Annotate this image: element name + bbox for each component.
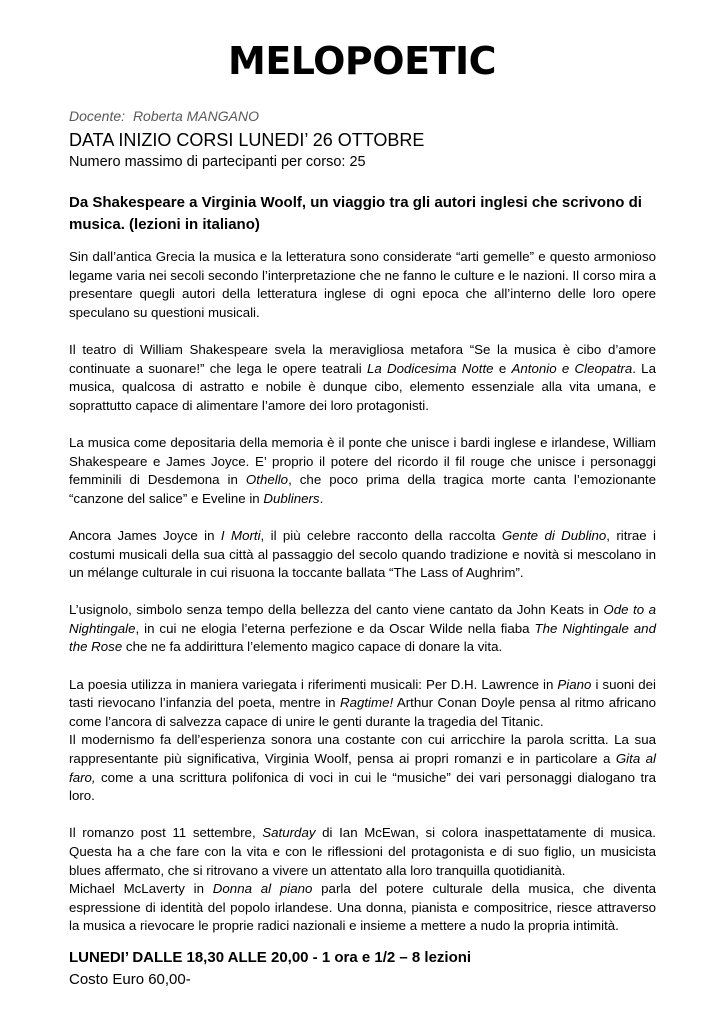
teacher-name: Roberta MANGANO	[132, 108, 259, 124]
text-run: . La musica, qualcosa di astratto e nobile è dunque cibo, elemento essenziale alla vita umana, e soprattutto capace di alimentare l’amore dei loro protagonisti.	[69, 360, 656, 413]
work-title: Saturday	[262, 825, 316, 841]
work-title: Dubliners	[263, 490, 320, 506]
teacher-line	[69, 106, 656, 126]
paragraph-shakespeare	[69, 341, 656, 415]
text-run: i suoni dei tasti rievocano l’infanzia del poeta, mentre in	[69, 676, 656, 711]
paragraph-memory	[69, 434, 656, 508]
text-run: , in cui ne elogia l’eterna perfezione e da Oscar Wilde nella fiaba	[135, 620, 535, 636]
text-run: e	[493, 360, 512, 376]
max-participants: Numero massimo di partecipanti per corso: 25	[69, 154, 366, 170]
text-run: Il romanzo post 11 settembre,	[69, 825, 263, 841]
work-title: Othello	[245, 472, 289, 488]
text-run: di Ian McEwan, si colora inaspettatamente di musica. Questa ha a che fare con la vita e con le riflessioni del protagonista e di suo figlio, un musicista blues affermato, che si ritrovano a vivere un attentato alla loro tranquilla quotidianità.	[69, 825, 657, 878]
schedule-line: LUNEDI’ DALLE 18,30 ALLE 20,00 - 1 ora e 1/2 – 8 lezioni	[69, 948, 472, 966]
work-title: Donna al piano	[212, 881, 313, 897]
work-title: Gente di Dublino	[501, 527, 607, 543]
teacher-label: Docente:	[69, 108, 126, 124]
work-title: Ragtime!	[339, 695, 394, 711]
work-title: Antonio e Cleopatra	[511, 360, 633, 376]
paragraph-mclaverty	[69, 880, 656, 936]
text-run: La poesia utilizza in maniera variegata i riferimenti musicali: Per D.H. Lawrence in	[69, 676, 558, 692]
work-title: I Morti	[220, 527, 261, 543]
text-run: L’usignolo, simbolo senza tempo della bellezza del canto viene cantato da John Keats in	[69, 602, 604, 618]
text-run: , il più celebre racconto della raccolta	[260, 527, 502, 543]
paragraph-mcewan	[69, 824, 656, 880]
text-run: , che poco prima della tragica morte canta l’emozionante “canzone del salice” e Eveline in	[69, 472, 656, 506]
text-run: Il modernismo fa dell’esperienza sonora una costante con cui arricchire la parola scritta. La sua rappresentante più significativa, Virginia Woolf, pensa ai propri romanzi e in particolare a	[69, 732, 656, 767]
text-run: La musica come depositaria della memoria è il ponte che unisce i bardi inglese e irlandese, William Shakespeare e James Joyce. E’ proprio il potere del ricordo il fil rouge che unisce i personaggi femminili di Desdemona in	[69, 434, 656, 488]
page-title: MELOPOETIC	[228, 39, 496, 83]
text-run: Ancora James Joyce in	[69, 527, 221, 543]
paragraph-modernism	[69, 731, 656, 805]
course-description	[69, 248, 656, 936]
text-run: Il teatro di William Shakespeare svela la meravigliosa metafora “Se la musica è cibo d’amore continuate a suonare!” che lega le opere teatrali	[69, 341, 656, 376]
document-body	[69, 106, 656, 991]
paragraph-intro: Sin dall’antica Grecia la musica e la letteratura sono considerate “arti gemelle” e questo armonioso legame varia nei secoli secondo l’interpretazione che ne fanno le culture e le nazioni. Il corso mira a presentare quegli autori della letteratura inglese di ogni epoca che all’interno delle loro opere speculano su questioni musicali.	[69, 249, 656, 320]
text-run: che ne fa addirittura l’elemento magico capace di donare la vita.	[122, 639, 503, 655]
paragraph-poetry	[69, 676, 656, 732]
text-run: .	[319, 490, 324, 506]
course-start-date: DATA INIZIO CORSI LUNEDI’ 26 OTTOBRE	[69, 130, 425, 150]
work-title: Ode to a Nightingale	[69, 602, 656, 636]
paragraph-nightingale	[69, 601, 656, 657]
paragraph-joyce	[69, 527, 656, 583]
text-run: Arthur Conan Doyle pensa al ritmo africano come l’ancora di salvezza capace di unire le genti durante la tragedia del Titanic.	[69, 695, 656, 729]
work-title: The Nightingale and the Rose	[69, 620, 656, 655]
text-run: parla del potere culturale della musica, che diventa espressione di identità del popolo irlandese. Una donna, pianista e compositrice, riesce attraverso la musica a rievocare le proprie radici nazionali e insieme a mettere a nudo la propria intimità.	[69, 881, 656, 934]
course-subtitle: Da Shakespeare a Virginia Woolf, un viaggio tra gli autori inglesi che scrivono di musica. (lezioni in italiano)	[69, 194, 642, 233]
work-title: Gita al faro,	[69, 751, 656, 785]
work-title: La Dodicesima Notte	[366, 360, 494, 376]
cost-line: Costo Euro 60,00-	[69, 970, 191, 988]
text-run: , ritrae i costumi musicali della sua città al passaggio del secolo quando tradizione e novità si mescolano in un mélange culturale in cui risuona la toccante ballata “The Lass of Aughrim”.	[69, 527, 656, 581]
text-run: Michael McLaverty in	[69, 881, 213, 897]
work-title: Piano	[557, 676, 592, 692]
text-run: come a una scrittura polifonica di voci in cui le “musiche” dei vari personaggi dialogano tra loro.	[69, 769, 656, 804]
